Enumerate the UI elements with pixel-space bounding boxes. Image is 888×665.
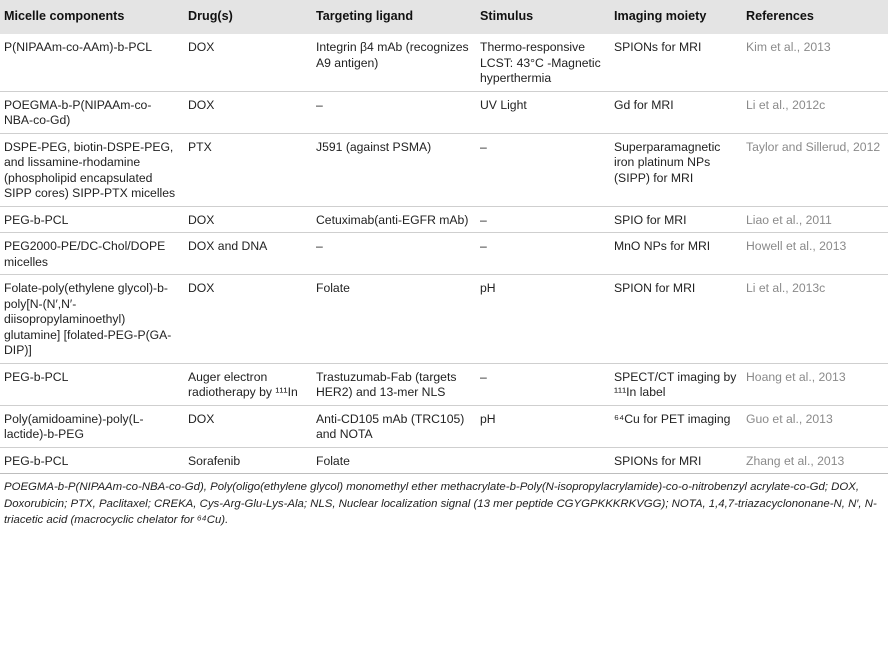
cell-drugs: DOX: [184, 405, 312, 447]
cell-imaging-moiety: SPIONs for MRI: [610, 34, 742, 91]
header-row: [0, 0, 888, 34]
cell-micelle-components: PEG2000-PE/DC-Chol/DOPE micelles: [0, 233, 184, 275]
cell-references: Guo et al., 2013: [742, 405, 888, 447]
cell-micelle-components: PEG-b-PCL: [0, 447, 184, 474]
cell-drugs: DOX: [184, 34, 312, 91]
table-body: [0, 34, 888, 474]
table-row: [0, 133, 888, 206]
cell-stimulus: –: [476, 363, 610, 405]
cell-imaging-moiety: Gd for MRI: [610, 91, 742, 133]
cell-stimulus: pH: [476, 405, 610, 447]
cell-imaging-moiety: MnO NPs for MRI: [610, 233, 742, 275]
cell-micelle-components: P(NIPAAm-co-AAm)-b-PCL: [0, 34, 184, 91]
cell-targeting-ligand: Trastuzumab-Fab (targets HER2) and 13-mer NLS: [312, 363, 476, 405]
table-footnote: POEGMA-b-P(NIPAAm-co-NBA-co-Gd), Poly(oligo(ethylene glycol) monomethyl ether methacrylate-b-Poly(N-isopropylacrylamide)-co-o-nitrobenzyl acrylate-co-Gd; DOX, Doxorubicin; PTX, Paclitaxel; CREKA, Cys-Arg-Glu-Lys-Ala; NLS, Nuclear localization signal (13 mer peptide CGYGPKKKRKVGG); NOTA, 1,4,7-triazacyclononane-N, N′, N-triacetic acid (macrocyclic chelator for ⁶⁴Cu).: [4, 481, 877, 526]
cell-targeting-ligand: Folate: [312, 275, 476, 364]
cell-references: Zhang et al., 2013: [742, 447, 888, 474]
cell-imaging-moiety: SPIO for MRI: [610, 206, 742, 233]
cell-stimulus: pH: [476, 275, 610, 364]
cell-micelle-components: PEG-b-PCL: [0, 206, 184, 233]
cell-stimulus: –: [476, 233, 610, 275]
cell-targeting-ligand: Cetuximab(anti-EGFR mAb): [312, 206, 476, 233]
header-imaging-moiety: Imaging moiety: [614, 9, 707, 24]
cell-stimulus: Thermo-responsive LCST: 43°C -Magnetic hyperthermia: [476, 34, 610, 91]
cell-drugs: DOX: [184, 275, 312, 364]
cell-micelle-components: DSPE-PEG, biotin-DSPE-PEG, and lissamine-rhodamine (phospholipid encapsulated SIPP cores) SIPP-PTX micelles: [0, 133, 184, 206]
cell-stimulus: [476, 447, 610, 474]
table-row: [0, 363, 888, 405]
table-row: [0, 447, 888, 474]
cell-references: Taylor and Sillerud, 2012: [742, 133, 888, 206]
table-row: [0, 206, 888, 233]
cell-micelle-components: PEG-b-PCL: [0, 363, 184, 405]
cell-targeting-ligand: Integrin β4 mAb (recognizes A9 antigen): [312, 34, 476, 91]
cell-stimulus: –: [476, 206, 610, 233]
cell-targeting-ligand: J591 (against PSMA): [312, 133, 476, 206]
cell-imaging-moiety: Superparamagnetic iron platinum NPs (SIPP) for MRI: [610, 133, 742, 206]
cell-stimulus: UV Light: [476, 91, 610, 133]
cell-micelle-components: POEGMA-b-P(NIPAAm-co-NBA-co-Gd): [0, 91, 184, 133]
cell-drugs: DOX: [184, 91, 312, 133]
cell-imaging-moiety: SPION for MRI: [610, 275, 742, 364]
cell-targeting-ligand: Folate: [312, 447, 476, 474]
header-drugs: Drug(s): [188, 9, 233, 24]
cell-micelle-components: Poly(amidoamine)-poly(L-lactide)-b-PEG: [0, 405, 184, 447]
cell-stimulus: –: [476, 133, 610, 206]
cell-references: Li et al., 2012c: [742, 91, 888, 133]
header-references: References: [746, 9, 814, 24]
cell-imaging-moiety: ⁶⁴Cu for PET imaging: [610, 405, 742, 447]
cell-references: Hoang et al., 2013: [742, 363, 888, 405]
cell-imaging-moiety: SPIONs for MRI: [610, 447, 742, 474]
cell-micelle-components: Folate-poly(ethylene glycol)-b-poly[N-(N′,N′-diisopropylaminoethyl) glutamine] [folated-PEG-P(GA-DIP)]: [0, 275, 184, 364]
cell-references: Liao et al., 2011: [742, 206, 888, 233]
table-row: [0, 91, 888, 133]
header-targeting-ligand: Targeting ligand: [316, 9, 414, 24]
cell-targeting-ligand: –: [312, 233, 476, 275]
cell-imaging-moiety: SPECT/CT imaging by ¹¹¹In label: [610, 363, 742, 405]
cell-drugs: PTX: [184, 133, 312, 206]
table-row: [0, 405, 888, 447]
cell-targeting-ligand: –: [312, 91, 476, 133]
table-row: [0, 34, 888, 91]
cell-drugs: DOX and DNA: [184, 233, 312, 275]
table-row: [0, 275, 888, 364]
cell-drugs: Sorafenib: [184, 447, 312, 474]
cell-targeting-ligand: Anti-CD105 mAb (TRC105) and NOTA: [312, 405, 476, 447]
cell-references: Kim et al., 2013: [742, 34, 888, 91]
cell-references: Howell et al., 2013: [742, 233, 888, 275]
table-header: [0, 0, 888, 34]
cell-references: Li et al., 2013c: [742, 275, 888, 364]
cell-drugs: Auger electron radiotherapy by ¹¹¹In: [184, 363, 312, 405]
header-stimulus: Stimulus: [480, 9, 534, 24]
table-row: [0, 233, 888, 275]
header-micelle-components: Micelle components: [4, 9, 125, 24]
cell-drugs: DOX: [184, 206, 312, 233]
